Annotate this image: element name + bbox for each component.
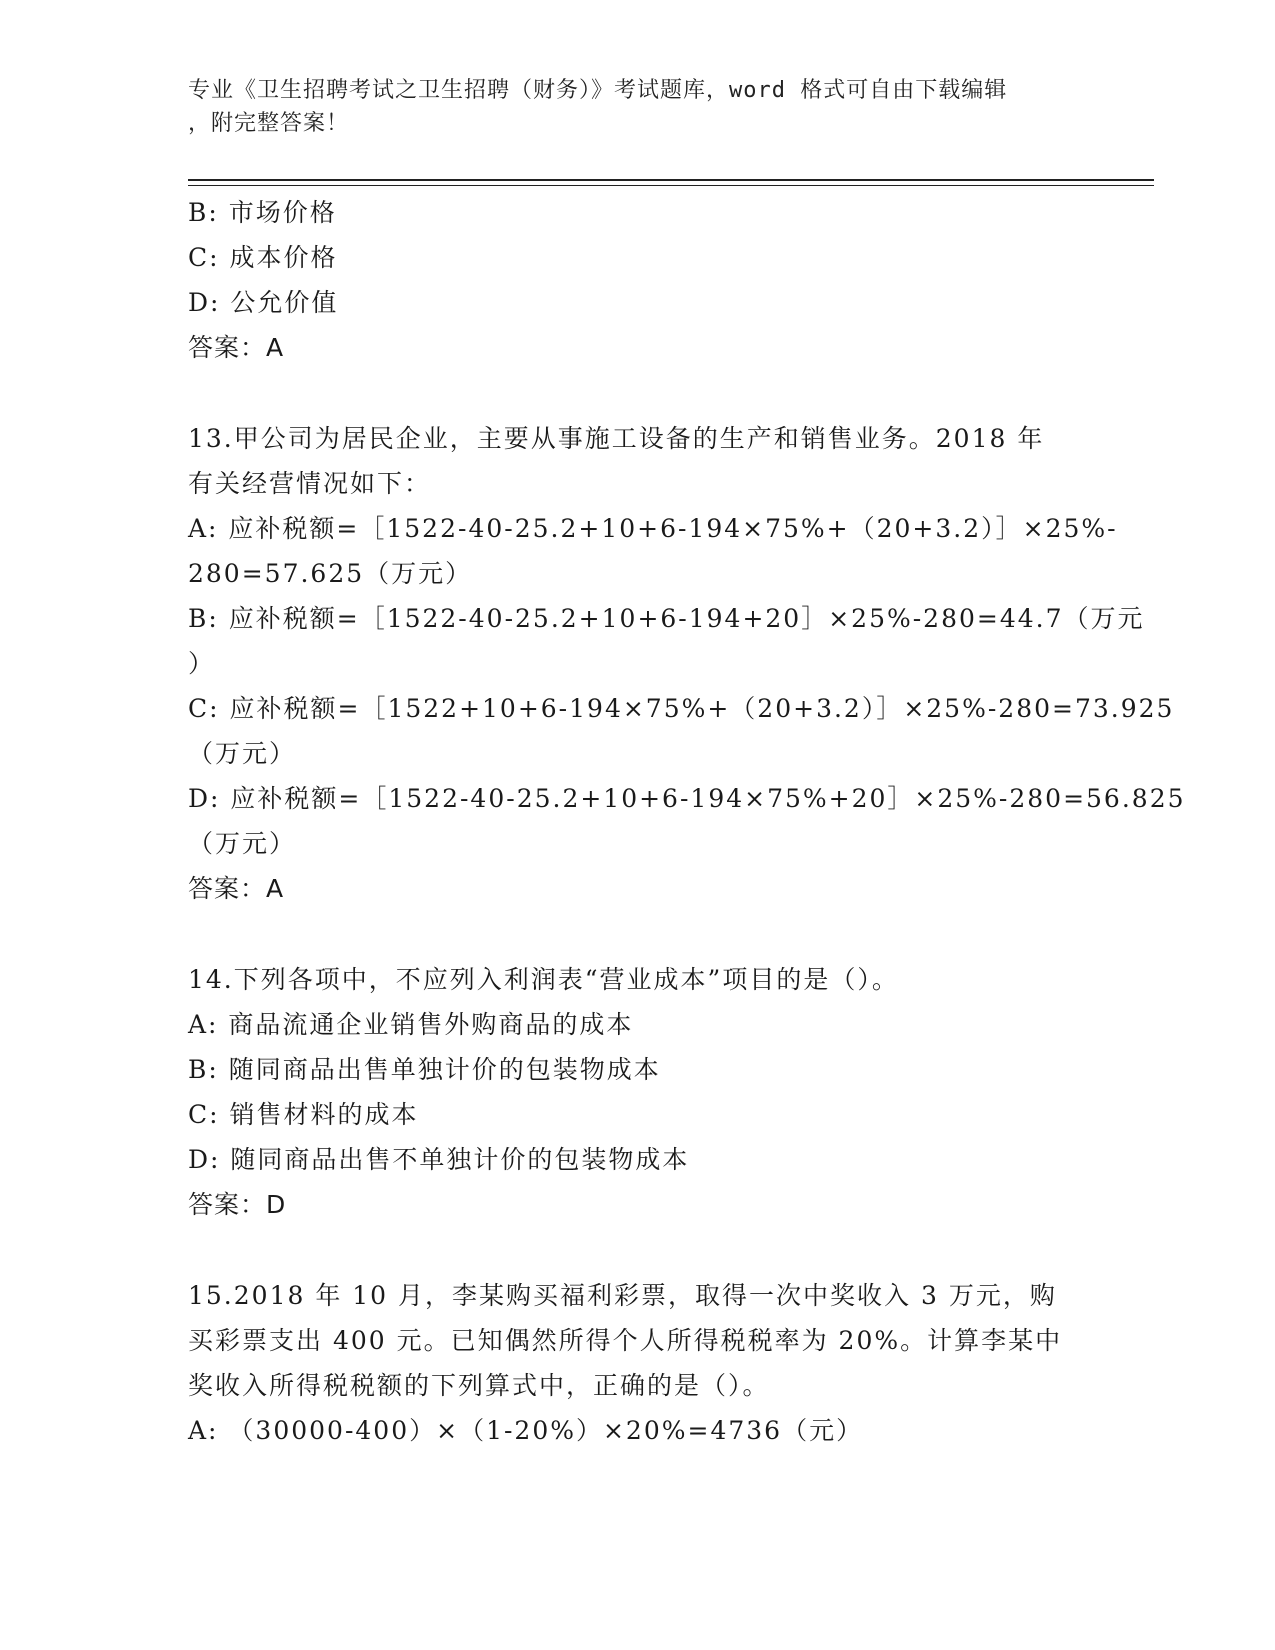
spacer [188,911,1088,957]
q15-stem: 15.2018 年 10 月，李某购买福利彩票，取得一次中奖收入 3 万元，购 [188,1281,1057,1310]
q13-stem-continuation: 有关经营情况如下： [188,469,432,498]
q12-option-c: C: 成本价格 [188,243,338,272]
q13-option-b: B: 应补税额=［1522-40-25.2+10+6-194+20］×25%-280=44.7（万元 [188,604,1145,633]
q14-option-d: D: 随同商品出售不单独计价的包装物成本 [188,1145,690,1174]
question-15-block [188,1273,1088,1453]
q13-stem: 13.甲公司为居民企业，主要从事施工设备的生产和销售业务。2018 年 [188,424,1045,453]
q13-option-d: D: 应补税额=［1522-40-25.2+10+6-194×75%+20］×25%-280=56.825 [188,784,1186,813]
q13-option-b-continuation: ） [188,649,216,678]
question-content [188,190,1186,1453]
q14-answer: 答案：D [188,1190,287,1219]
q13-answer: 答案：A [188,874,285,903]
q15-stem-continuation-1: 买彩票支出 400 元。已知偶然所得个人所得税税率为 20%。计算李某中 [188,1326,1063,1355]
q12-option-b: B: 市场价格 [188,198,337,227]
q14-option-c: C: 销售材料的成本 [188,1100,419,1129]
q13-option-a: A: 应补税额=［1522-40-25.2+10+6-194×75%+（20+3.2）］×25%- [188,514,1118,543]
header-divider-thin [188,185,1154,186]
q13-option-a-continuation: 280=57.625（万元） [188,559,473,588]
header-title-continuation: ，附完整答案！ [188,111,350,136]
q15-option-a: A: （30000-400）×（1-20%）×20%=4736（元） [188,1416,864,1445]
q15-stem-continuation-2: 奖收入所得税税额的下列算式中，正确的是（）。 [188,1371,770,1400]
q13-option-c: C: 应补税额=［1522+10+6-194×75%+（20+3.2）］×25%-280=73.925 [188,694,1175,723]
spacer [188,1227,1088,1273]
q12-option-d: D: 公允价值 [188,288,339,317]
question-14-block [188,957,1088,1227]
spacer [188,370,1088,416]
q14-option-a: A: 商品流通企业销售外购商品的成本 [188,1010,634,1039]
q13-option-d-continuation: （万元） [188,829,297,858]
q13-option-c-continuation: （万元） [188,739,297,768]
question-13-block [188,416,1186,911]
header-divider-thick [188,179,1154,181]
header-title-line: 专业《卫生招聘考试之卫生招聘（财务）》考试题库，word 格式可自由下载编辑 [188,78,1008,103]
q12-answer: 答案：A [188,333,285,362]
page-header [188,74,1068,140]
question-12-block [188,190,1088,370]
q14-stem: 14.下列各项中，不应列入利润表“营业成本”项目的是（）。 [188,965,899,994]
q14-option-b: B: 随同商品出售单独计价的包装物成本 [188,1055,661,1084]
